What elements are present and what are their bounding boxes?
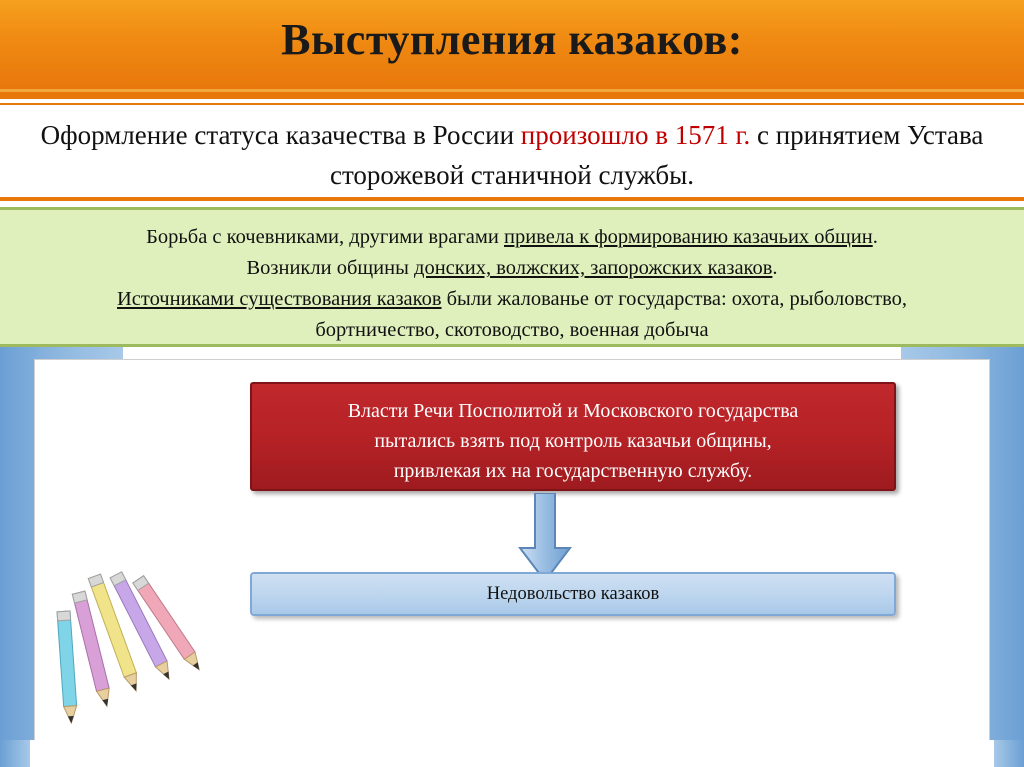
info-line2-b: . xyxy=(772,257,778,279)
info-line1-a: Борьба с кочевниками, другими врагами xyxy=(146,226,504,248)
title-underline xyxy=(0,92,1024,99)
subtitle-part-1: Оформление статуса казачества в России xyxy=(40,120,521,150)
diagram-red-box xyxy=(250,382,896,491)
down-arrow-icon xyxy=(515,493,575,583)
diagram-blue-box-text: Недовольство казаков xyxy=(486,584,660,604)
bottom-left-accent xyxy=(0,740,30,767)
diagram-red-box-text xyxy=(268,396,878,486)
content-area xyxy=(0,347,1024,767)
info-line2-a: Возникли общины xyxy=(246,257,415,279)
red-line-2: пытались взять под контроль казачьи общины, xyxy=(374,430,772,452)
subtitle-text xyxy=(30,115,994,195)
info-line3-a: были жалованье от государства: охота, рыболовство, xyxy=(441,288,907,310)
title-bar xyxy=(0,0,1024,92)
info-line4: бортничество, скотоводство, военная добыча xyxy=(315,319,709,341)
page-title: Выступления казаков: xyxy=(281,15,743,64)
diagram-blue-box xyxy=(250,572,896,616)
info-box xyxy=(0,207,1024,347)
info-line1-b: . xyxy=(872,226,878,248)
red-line-1: Власти Речи Посполитой и Московского государства xyxy=(347,400,799,422)
pencils-illustration xyxy=(53,560,213,730)
red-line-3: привлекая их на государственную службу. xyxy=(393,460,753,482)
subtitle-part-2: с принятием Устава сторожевой станичной службы. xyxy=(329,120,984,190)
info-line1-underlined: привела к формированию казачьих общин xyxy=(503,226,873,248)
subtitle-band xyxy=(0,103,1024,201)
bottom-strip xyxy=(0,740,1024,767)
bottom-right-accent xyxy=(994,740,1024,767)
diagram-canvas xyxy=(34,359,990,743)
info-box-text xyxy=(24,222,1000,346)
subtitle-highlight: произошло в 1571 г. xyxy=(520,120,751,150)
info-line3-underlined: Источниками существования казаков xyxy=(117,288,442,310)
info-line2-underlined: донских, волжских, запорожских казаков xyxy=(414,257,773,279)
